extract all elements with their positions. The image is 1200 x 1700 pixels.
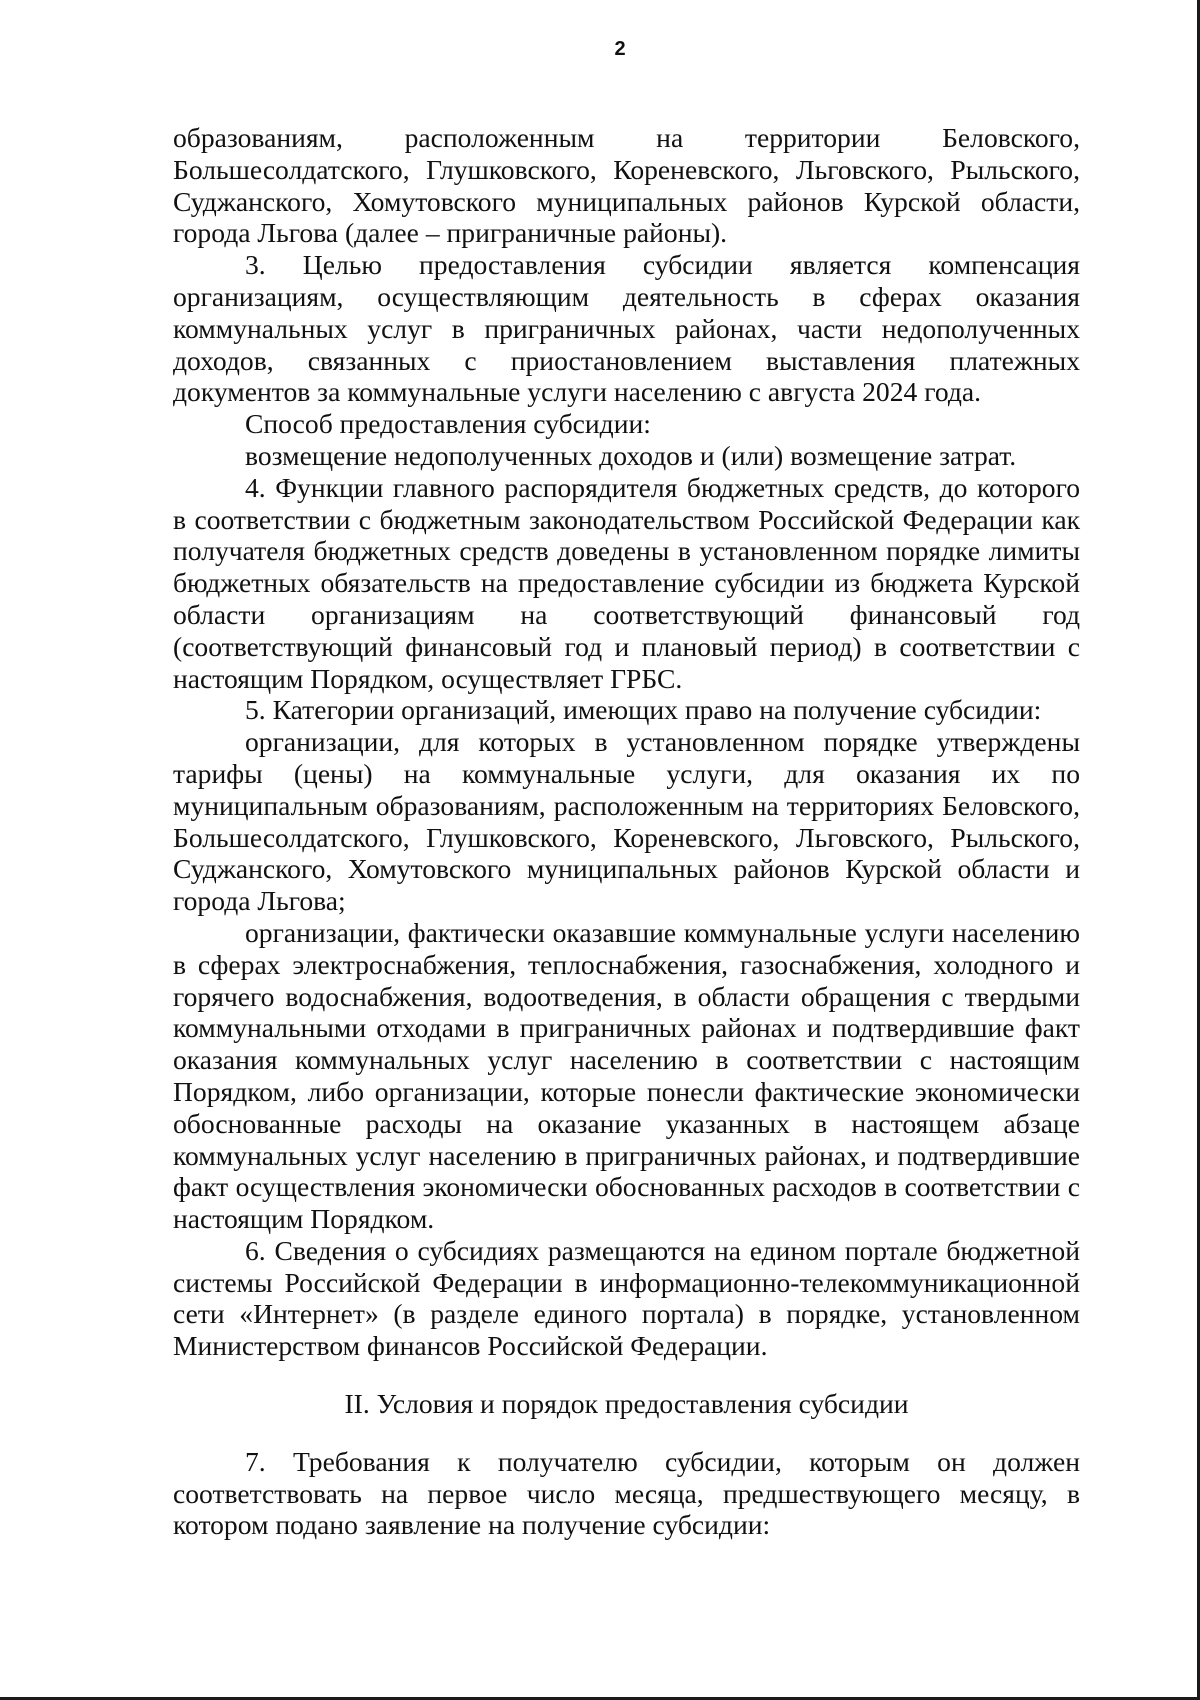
paragraph-item-7: 7. Требования к получателю субсидии, которым он должен соответствовать на первое число месяца, предшествующего месяцу, в котором подано заявление на получение субсидии: — [173, 1445, 1080, 1541]
section-heading: II. Условия и порядок предоставления субсидии — [344, 1388, 909, 1420]
page-number: 2 — [614, 38, 626, 60]
paragraph-subsidy-method: возмещение недополученных доходов и (или) возмещение затрат. — [245, 439, 1017, 471]
paragraph-subsidy-method-label: Способ предоставления субсидии: — [245, 408, 651, 440]
paragraph-item-3: 3. Целью предоставления субсидии является компенсация организациям, осуществляющим деятельность в сферах оказания коммунальных услуг в приграничных районах, части недополученных доходов, связанных с приостановлением выставления платежных документов за коммунальные услуги населению с августа 2024 года. — [173, 249, 1080, 408]
paragraph-item-5: 5. Категории организаций, имеющих право на получение субсидии: — [245, 694, 1042, 726]
paragraph-continuation: образованиям, расположенным на территории Беловского, Большесолдатского, Глушковского, Кореневского, Льговского, Рыльского, Суджанского, Хомутовского муниципальных районов Курской области, города Льгова (далее – приграничные районы). — [173, 122, 1080, 249]
paragraph-category-2: организации, фактически оказавшие коммунальные услуги населению в сферах электроснабжения, теплоснабжения, газоснабжения, холодного и горячего водоснабжения, водоотведения, в области обращения с твердыми коммунальными отходами в приграничных районах и подтвердившие факт оказания коммунальных услуг населению в соответствии с настоящим Порядком, либо организации, которые понесли фактические экономически обоснованные расходы на оказание указанных в настоящем абзаце коммунальных услуг населению в приграничных районах, и подтвердившие факт осуществления экономически обоснованных расходов в соответствии с настоящим Порядком. — [173, 916, 1080, 1235]
paragraph-category-1: организации, для которых в установленном порядке утверждены тарифы (цены) на коммунальные услуги, для оказания их по муниципальным образованиям, расположенным на территориях Беловского, Большесолдатского, Глушковского, Кореневского, Льговского, Рыльского, Суджанского, Хомутовского муниципальных районов Курской области и города Льгова; — [173, 726, 1080, 917]
paragraph-item-4: 4. Функции главного распорядителя бюджетных средств, до которого в соответствии с бюджетным законодательством Российской Федерации как получателя бюджетных средств доведены в установленном порядке лимиты бюджетных обязательств на предоставление субсидии из бюджета Курской области организациям на соответствующий финансовый год (соответствующий финансовый год и плановый период) в соответствии с настоящим Порядком, осуществляет ГРБС. — [173, 471, 1080, 694]
document-body — [173, 122, 1080, 1541]
paragraph-item-6: 6. Сведения о субсидиях размещаются на едином портале бюджетной системы Российской Федерации в информационно-телекоммуникационной сети «Интернет» (в разделе единого портала) в порядке, установленном Министерством финансов Российской Федерации. — [173, 1234, 1080, 1362]
